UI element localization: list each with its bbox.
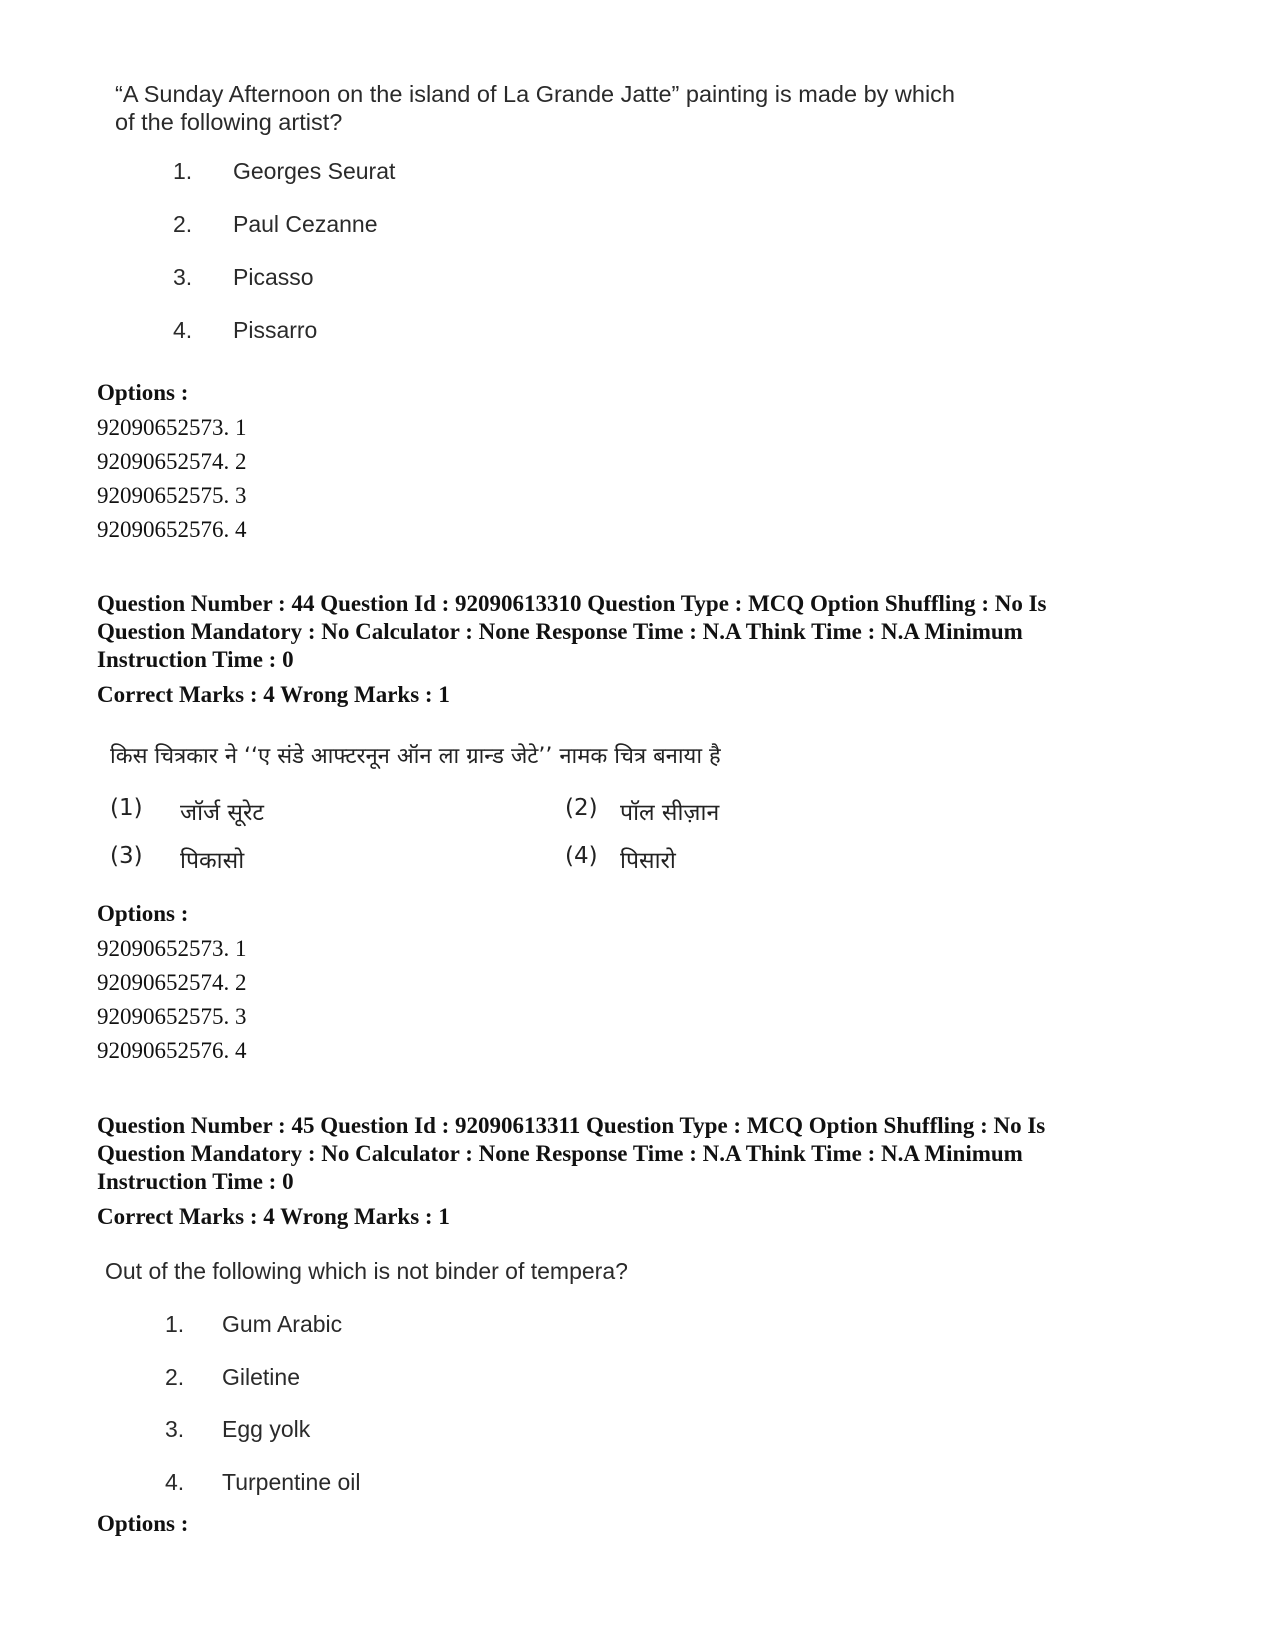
- question-43-choice-1-text: Georges Seurat: [233, 158, 396, 184]
- question-43-choice-3: [173, 264, 192, 291]
- option-item: 92090652574. 2: [97, 970, 247, 995]
- question-44-choice-2-num: (2): [565, 795, 598, 821]
- question-45-choice-1-text: Gum Arabic: [222, 1311, 343, 1337]
- option-item: 92090652575. 3: [97, 1004, 247, 1029]
- question-43-choice-2: [173, 211, 192, 238]
- question-44-choice-3-text: पिकासो: [180, 848, 245, 874]
- options-label: Options :: [97, 380, 189, 405]
- question-45-choice-4-num: 4.: [165, 1469, 185, 1495]
- options-list: [97, 411, 247, 547]
- question-44-meta: [97, 590, 1047, 674]
- question-45-meta-line2: Question Mandatory : No Calculator : None Response Time : N.A Think Time : N.A Minimum: [97, 1141, 1023, 1166]
- question-45-choice-1-num: 1.: [165, 1311, 185, 1337]
- question-43-choice-2-text: Paul Cezanne: [233, 211, 378, 237]
- question-44-choice-1-text: जॉर्ज सूरेट: [180, 800, 264, 826]
- question-44-choice-4-num: (4): [565, 843, 598, 869]
- option-item: 92090652575. 3: [97, 483, 247, 508]
- options-label: Options :: [97, 1511, 189, 1536]
- question-44-choice-4-text: पिसारो: [620, 848, 676, 874]
- option-item: 92090652573. 1: [97, 936, 247, 961]
- question-45-text: Out of the following which is not binder of tempera?: [105, 1258, 628, 1284]
- question-43-choice-4: [173, 317, 192, 344]
- question-43-line2: of the following artist?: [115, 109, 343, 135]
- question-44-marks: Correct Marks : 4 Wrong Marks : 1: [97, 682, 450, 707]
- question-45-meta-line1: Question Number : 45 Question Id : 92090613311 Question Type : MCQ Option Shuffling : No Is: [97, 1113, 1046, 1138]
- options-label: Options :: [97, 901, 189, 926]
- question-45-marks: Correct Marks : 4 Wrong Marks : 1: [97, 1204, 450, 1229]
- question-44-meta-line2: Question Mandatory : No Calculator : None Response Time : N.A Think Time : N.A Minimum: [97, 619, 1023, 644]
- question-43-choice-1: [173, 158, 192, 185]
- choice-number: 3.: [173, 264, 193, 290]
- question-43-choice-3-text: Picasso: [233, 264, 314, 290]
- option-item: 92090652573. 1: [97, 415, 247, 440]
- question-45-meta-line3: Instruction Time : 0: [97, 1169, 294, 1194]
- choice-number: 4.: [173, 317, 193, 343]
- question-45-choice-2-text: Giletine: [222, 1364, 300, 1390]
- option-item: 92090652576. 4: [97, 1038, 247, 1063]
- question-44-hindi-text: किस चित्रकार ने ‘‘ए संडे आफ्टरनून ऑन ला ग्रान्ड जेटे’’ नामक चित्र बनाया है: [110, 744, 721, 769]
- question-45-meta: [97, 1112, 1045, 1196]
- question-45-choice-2-num: 2.: [165, 1364, 185, 1390]
- question-44-choice-1-num: (1): [110, 795, 143, 821]
- option-item: 92090652576. 4: [97, 517, 247, 542]
- option-item: 92090652574. 2: [97, 449, 247, 474]
- options-list: [97, 932, 247, 1068]
- question-45-choice-4-text: Turpentine oil: [222, 1469, 361, 1495]
- choice-number: 2.: [173, 211, 193, 237]
- question-43-choice-4-text: Pissarro: [233, 317, 318, 343]
- question-44-meta-line1: Question Number : 44 Question Id : 92090613310 Question Type : MCQ Option Shuffling : No Is: [97, 591, 1047, 616]
- question-43-text: [115, 80, 955, 136]
- choice-number: 1.: [173, 158, 193, 184]
- question-43-line1: “A Sunday Afternoon on the island of La Grande Jatte” painting is made by which: [115, 81, 955, 107]
- question-44-choice-2-text: पॉल सीज़ान: [620, 800, 720, 826]
- question-44-choice-3-num: (3): [110, 843, 143, 869]
- question-44-meta-line3: Instruction Time : 0: [97, 647, 294, 672]
- question-45-choice-3-num: 3.: [165, 1416, 185, 1442]
- question-45-choice-3-text: Egg yolk: [222, 1416, 311, 1442]
